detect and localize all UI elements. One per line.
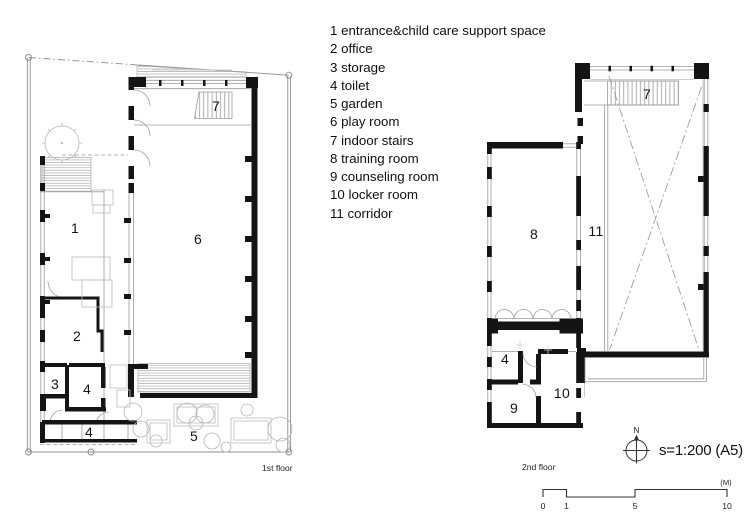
room-label-1f-storage: 3 [50, 376, 60, 392]
floor2-balcony [585, 358, 707, 398]
scale-unit-label: (M) [720, 478, 732, 487]
room-label-2f-toilet: 4 [500, 351, 510, 367]
floor1-south-deck [138, 364, 250, 393]
floor1-door-arcs [48, 90, 150, 425]
room-label-1f-office: 2 [72, 328, 82, 344]
room-label-2f-corridor: 11 [588, 223, 604, 239]
scale-bar [543, 490, 727, 498]
floor1-name: 1st floor [262, 463, 293, 473]
floor1-garden [124, 403, 292, 452]
floor2-closet-arcs [495, 310, 571, 320]
room-label-1f-toilet: 4 [82, 381, 92, 397]
legend-item-11: 11 corridor [330, 206, 393, 221]
room-label-1f-playroom: 6 [193, 231, 203, 247]
legend-item-1: 1 entrance&child care support space [330, 23, 546, 38]
scale-tick-0: 0 [540, 501, 546, 511]
room-label-1f-toilet-row: 4 [84, 424, 94, 440]
legend-item-5: 5 garden [330, 96, 383, 111]
floor1-north-deck [137, 66, 246, 78]
legend-item-10: 10 locker room [330, 187, 418, 202]
legend-item-6: 6 play room [330, 114, 400, 129]
room-label-2f-locker: 10 [553, 385, 571, 401]
scale-tick-1: 1 [564, 501, 569, 511]
floor2-void-edges [584, 80, 703, 352]
north-arrow [623, 435, 650, 464]
legend-item-4: 4 toilet [330, 78, 370, 93]
north-label: N [633, 426, 640, 435]
floor2-south-wing-walls [487, 334, 583, 428]
room-label-2f-stairs: 7 [642, 86, 652, 102]
legend-item-8: 8 training room [330, 151, 419, 166]
legend-item-7: 7 indoor stairs [330, 133, 414, 148]
floor1-tree-large [42, 123, 82, 163]
room-label-1f-garden: 5 [189, 428, 199, 444]
floor1-furniture [62, 155, 130, 407]
scale-tick-5: 5 [632, 501, 638, 511]
legend-item-3: 3 storage [330, 60, 386, 75]
room-label-2f-counseling: 9 [509, 400, 519, 416]
room-label-1f-stairs: 7 [211, 98, 221, 114]
legend-item-2: 2 office [330, 41, 373, 56]
floor2-name: 2nd floor [522, 462, 556, 472]
floor1-plan [26, 55, 293, 456]
legend-item-9: 9 counseling room [330, 169, 439, 184]
room-label-1f-entrance: 1 [70, 220, 80, 236]
room-label-2f-training: 8 [529, 226, 539, 242]
floor2-plan [487, 63, 709, 428]
floor1-wing-walls [40, 156, 137, 443]
floor1-entry-porch [42, 158, 91, 192]
scale-notation: s=1:200 (A5) [659, 442, 743, 459]
floor2-void-cross [609, 76, 702, 350]
scale-tick-10: 10 [722, 501, 732, 511]
